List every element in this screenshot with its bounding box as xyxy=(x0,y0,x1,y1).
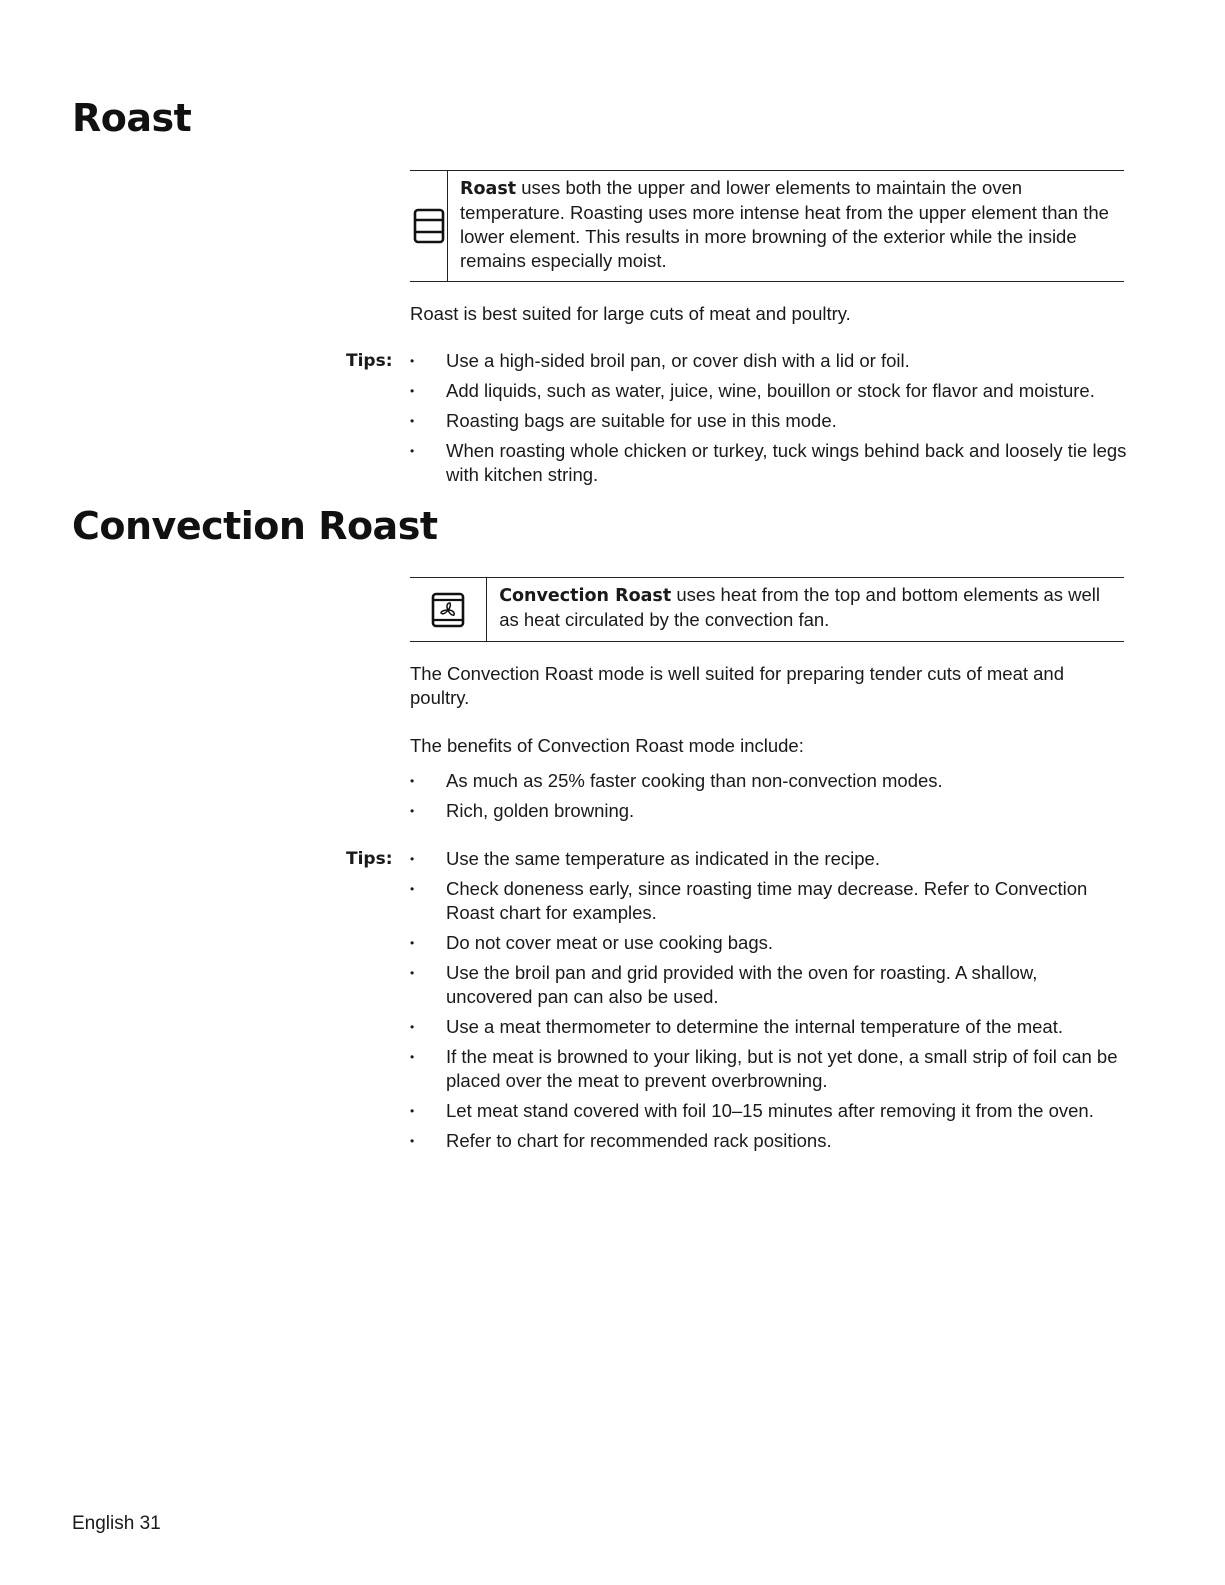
roast-intro: Roast is best suited for large cuts of meat and poultry. xyxy=(410,303,851,324)
list-item: • Add liquids, such as water, juice, wine, bouillon or stock for flavor and moisture. xyxy=(410,380,1095,401)
list-item: • Let meat stand covered with foil 10–15 minutes after removing it from the oven. xyxy=(410,1100,1094,1121)
list-item: • Roasting bags are suitable for use in this mode. xyxy=(410,410,837,431)
list-item: • If the meat is browned to your liking, but is not yet done, a small strip of foil can be placed over the meat to prevent overbrowning. xyxy=(410,1046,1118,1091)
roast-mode-description xyxy=(448,171,1124,281)
convection-roast-mode-text: uses heat from the top and bottom elements as well as heat circulated by the convection fan. xyxy=(499,584,1101,630)
list-item: • Use a high-sided broil pan, or cover dish with a lid or foil. xyxy=(410,350,910,371)
bullet: • xyxy=(410,804,415,818)
roast-tips-list xyxy=(410,349,1150,493)
list-item: • When roasting whole chicken or turkey, tuck wings behind back and loosely tie legs with kitchen string. xyxy=(410,440,1127,485)
bullet: • xyxy=(410,936,415,950)
bullet: • xyxy=(410,882,415,896)
bullet: • xyxy=(410,1050,415,1064)
convection-roast-tips-label: Tips: xyxy=(346,849,393,869)
bullet: • xyxy=(410,1134,415,1148)
convection-roast-mode-icon-cell xyxy=(410,578,487,641)
roast-tips-label: Tips: xyxy=(346,351,393,371)
list-item: • Use the same temperature as indicated in the recipe. xyxy=(410,848,880,869)
page-footer: English 31 xyxy=(72,1513,161,1534)
roast-mode-icon xyxy=(413,208,445,244)
bullet: • xyxy=(410,852,415,866)
list-item: • Use a meat thermometer to determine the internal temperature of the meat. xyxy=(410,1016,1063,1037)
roast-mode-lead: Roast xyxy=(460,179,517,199)
list-item: • Rich, golden browning. xyxy=(410,800,635,821)
benefits-intro: The benefits of Convection Roast mode include: xyxy=(410,735,804,756)
convection-roast-intro: The Convection Roast mode is well suited for preparing tender cuts of meat and poultry. xyxy=(410,663,1065,708)
convection-roast-mode-lead: Convection Roast xyxy=(499,586,672,606)
list-item: • As much as 25% faster cooking than non-convection modes. xyxy=(410,770,943,791)
bullet: • xyxy=(410,774,415,788)
bullet: • xyxy=(410,1020,415,1034)
roast-mode-icon-cell xyxy=(410,171,448,281)
bullet: • xyxy=(410,444,415,458)
list-item: • Use the broil pan and grid provided with the oven for roasting. A shallow, uncovered pan can also be used. xyxy=(410,962,1038,1007)
list-item: • Do not cover meat or use cooking bags. xyxy=(410,932,774,953)
roast-heading: Roast xyxy=(72,96,192,140)
convection-roast-mode-box xyxy=(410,577,1124,642)
convection-roast-mode-description xyxy=(487,578,1124,641)
convection-roast-mode-icon xyxy=(431,592,465,628)
bullet: • xyxy=(410,414,415,428)
list-item: • Refer to chart for recommended rack positions. xyxy=(410,1130,832,1151)
convection-roast-tips-list xyxy=(410,847,1150,1159)
bullet: • xyxy=(410,384,415,398)
roast-mode-text: uses both the upper and lower elements to maintain the oven temperature. Roasting uses more intense heat from the upper element than the lower element. This results in more browning of the exterior while the inside remains especially moist. xyxy=(460,177,1109,271)
bullet: • xyxy=(410,966,415,980)
convection-roast-heading: Convection Roast xyxy=(72,504,438,548)
benefits-list xyxy=(410,769,1150,829)
bullet: • xyxy=(410,1104,415,1118)
roast-mode-box xyxy=(410,170,1124,282)
bullet: • xyxy=(410,354,415,368)
list-item: • Check doneness early, since roasting time may decrease. Refer to Convection Roast chart for examples. xyxy=(410,878,1088,923)
